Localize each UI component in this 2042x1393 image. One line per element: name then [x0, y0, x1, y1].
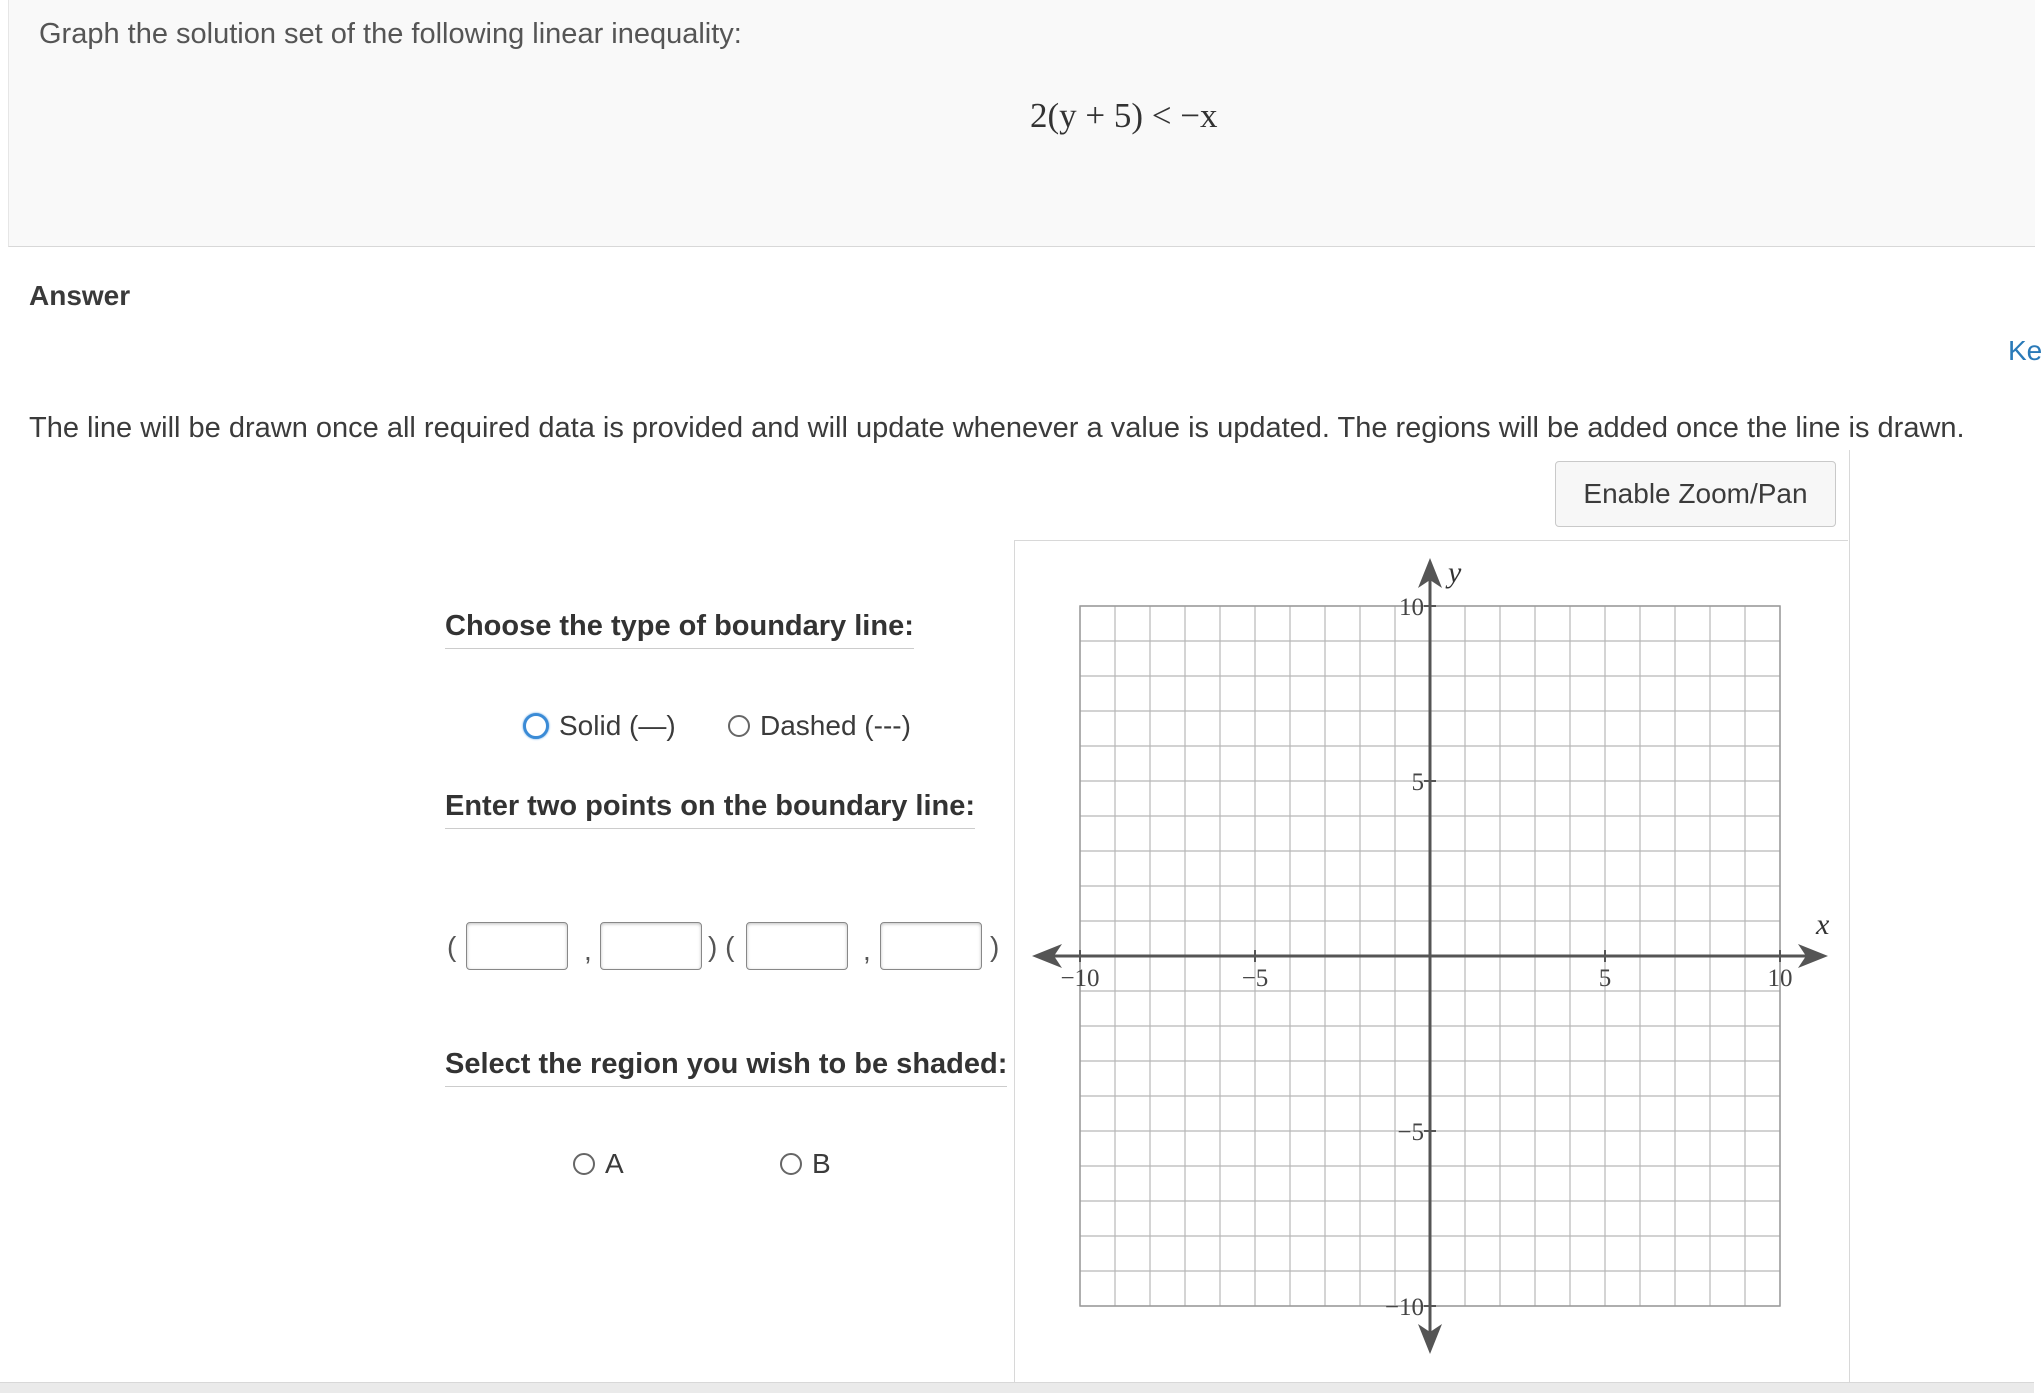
- y-tick-label: 10: [1399, 594, 1424, 621]
- axes: [1032, 558, 1828, 1354]
- comma-1: ,: [584, 935, 592, 966]
- x-tick-label: 5: [1598, 965, 1612, 992]
- point1-x-input[interactable]: [466, 922, 568, 970]
- tick-labels: [1060, 556, 1830, 1321]
- open-paren-1: (: [447, 931, 457, 962]
- region-b-label: B: [812, 1148, 831, 1179]
- region-a-radio[interactable]: [573, 1153, 595, 1175]
- point1-y-input[interactable]: [600, 922, 702, 970]
- instructions-text: The line will be drawn once all required data is provided and will update whenever a value is updated. The regions will be added once the line is drawn.: [29, 412, 1965, 444]
- region-a-option[interactable]: [573, 1148, 624, 1180]
- x-tick-label: −5: [1241, 965, 1269, 992]
- x-tick-label: 10: [1767, 965, 1793, 992]
- close-paren-2: ): [990, 931, 1000, 962]
- solid-radio[interactable]: [523, 713, 549, 739]
- point2-x-input[interactable]: [746, 922, 848, 970]
- y-tick-label: 5: [1411, 769, 1424, 796]
- solid-option-label: Solid (—): [559, 710, 676, 741]
- dashed-option-label: Dashed (---): [760, 710, 911, 741]
- keypad-link[interactable]: Ke: [2008, 335, 2042, 366]
- footer-bar: [0, 1382, 2034, 1393]
- inequality-equation: 2(y + 5) < −x: [1030, 96, 1218, 135]
- dashed-line-option[interactable]: [728, 710, 911, 742]
- y-axis-label: y: [1448, 556, 1462, 589]
- y-tick-label: −5: [1397, 1119, 1424, 1146]
- boundary-type-label: Choose the type of boundary line:: [445, 610, 914, 649]
- comma-2: ,: [863, 935, 871, 966]
- region-a-label: A: [605, 1148, 624, 1179]
- answer-heading: Answer: [29, 280, 131, 311]
- between-parens: ) (: [708, 931, 735, 962]
- x-axis-label: x: [1816, 908, 1830, 941]
- question-prompt: Graph the solution set of the following linear inequality:: [39, 18, 742, 50]
- coordinate-graph[interactable]: [1014, 540, 1848, 1382]
- solid-line-option[interactable]: [523, 710, 676, 742]
- region-b-radio[interactable]: [780, 1153, 802, 1175]
- point2-y-input[interactable]: [880, 922, 982, 970]
- dashed-radio[interactable]: [728, 715, 750, 737]
- y-tick-label: −10: [1384, 1294, 1424, 1321]
- points-label: Enter two points on the boundary line:: [445, 790, 975, 829]
- x-tick-label: −10: [1060, 965, 1100, 992]
- region-b-option[interactable]: [780, 1148, 831, 1180]
- enable-zoom-pan-button[interactable]: Enable Zoom/Pan: [1555, 461, 1836, 527]
- region-label: Select the region you wish to be shaded:: [445, 1048, 1007, 1087]
